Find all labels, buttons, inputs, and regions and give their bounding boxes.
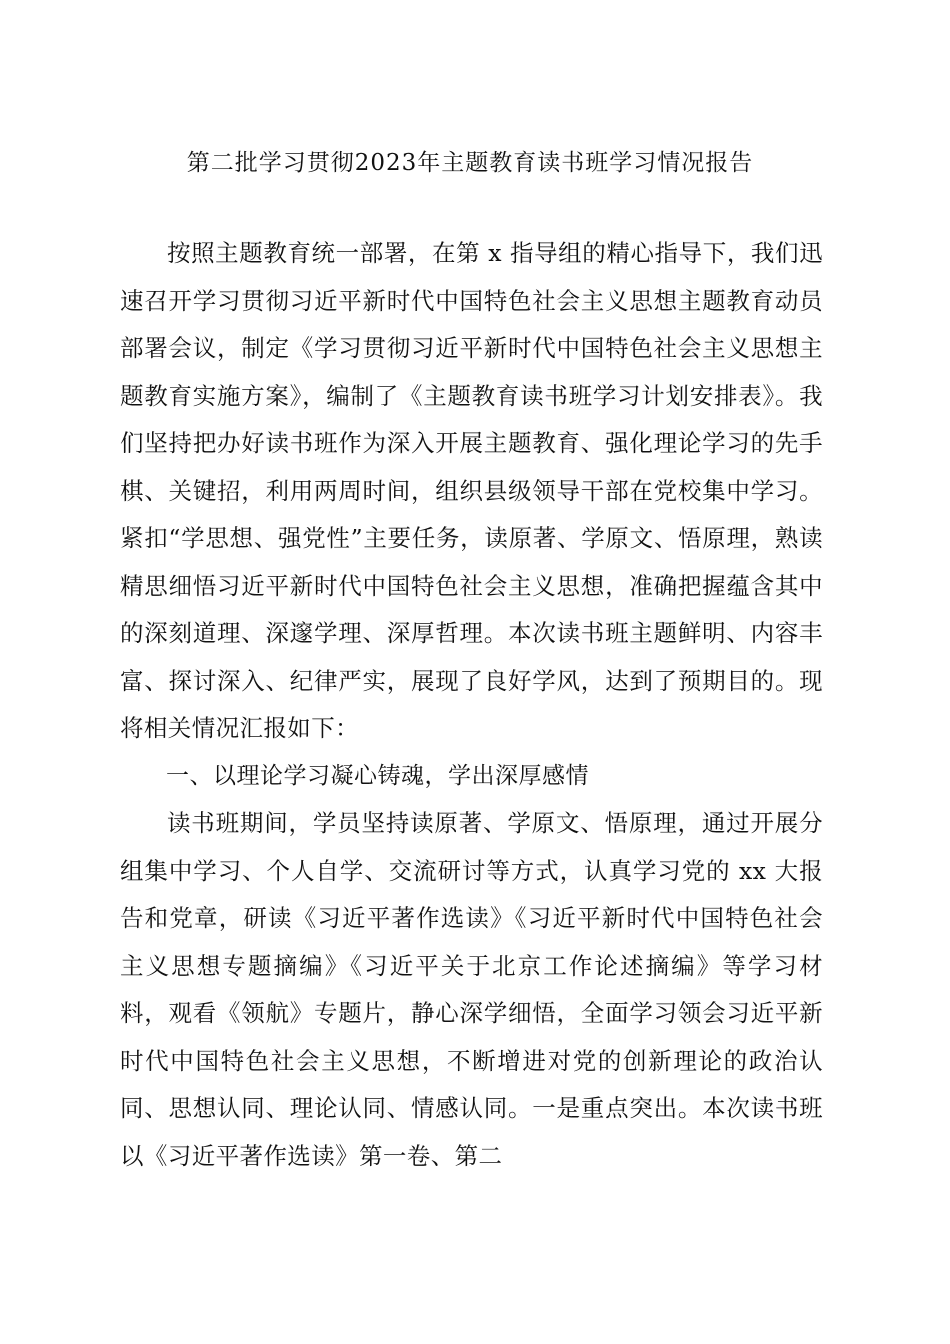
document-title: 第二批学习贯彻2023年主题教育读书班学习情况报告 xyxy=(186,150,754,176)
document-body xyxy=(120,230,823,1180)
intro-paragraph: 按照主题教育统一部署，在第 x 指导组的精心指导下，我们迅速召开学习贯彻习近平新时代中国特色社会主义思想主题教育动员部署会议，制定《学习贯彻习近平新时代中国特色社会主义思想主题教育实施方案》，编制了《主题教育读书班学习计划安排表》。我们坚持把办好读书班作为深入开展主题教育、强化理论学习的先手棋、关键招，利用两周时间，组织县级领导干部在党校集中学习。紧扣“学思想、强党性”主要任务，读原著、学原文、悟原理，熟读精思细悟习近平新时代中国特色社会主义思想，准确把握蕴含其中的深刻道理、深邃学理、深厚哲理。本次读书班主题鲜明、内容丰富、探讨深入、纪律严实，展现了良好学风，达到了预期目的。现将相关情况汇报如下： xyxy=(120,239,823,742)
section-heading: 一、以理论学习凝心铸魂，学出深厚感情 xyxy=(166,762,589,789)
section-paragraph: 读书班期间，学员坚持读原著、学原文、悟原理，通过开展分组集中学习、个人自学、交流研讨等方式，认真学习党的 xx 大报告和党章，研读《习近平著作选读》《习近平新时代中国特色社会主义思想专题摘编》《习近平关于北京工作论述摘编》等学习材料，观看《领航》专题片，静心深学细悟，全面学习领会习近平新时代中国特色社会主义思想，不断增进对党的创新理论的政治认同、思想认同、理论认同、情感认同。一是重点突出。本次读书班以《习近平著作选读》第一卷、第二 xyxy=(120,809,823,1170)
